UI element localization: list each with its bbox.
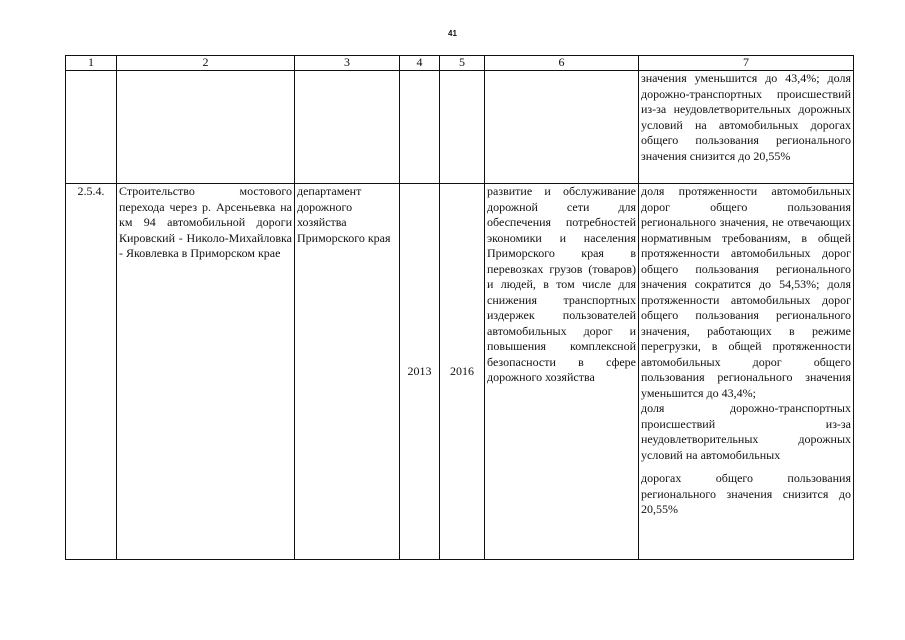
header-cell-5: 5 xyxy=(440,56,485,71)
continuation-cell-3 xyxy=(295,71,400,184)
header-cell-4: 4 xyxy=(400,56,440,71)
header-cell-1: 1 xyxy=(66,56,117,71)
indicator-cell xyxy=(639,184,854,560)
header-cell-6: 6 xyxy=(485,56,639,71)
program-table xyxy=(65,55,854,560)
start-year: 2013 xyxy=(400,184,440,560)
item-number: 2.5.4. xyxy=(66,184,117,560)
expected-result: развитие и обслуживание дорожной сети для обеспечения потребностей экономики и населения Приморского края в перевозках грузов (товаров) и людей, в том числе для снижения транспортных издержек пользователей автомобильных дорог и повышения комплексной безопасности в сфере дорожного хозяйства xyxy=(485,184,639,560)
table-row xyxy=(66,184,854,560)
measure-name: Строительство мостового перехода через р. Арсеньевка на км 94 автомобильной дороги Кировский - Николо-Михайловка - Яковлевка в Приморском крае xyxy=(117,184,295,560)
header-row xyxy=(66,56,854,71)
continuation-cell-6 xyxy=(485,71,639,184)
continuation-cell-4 xyxy=(400,71,440,184)
indicator-text-part-1: доля протяженности автомобильных дорог общего пользования регионального значения, не отвечающих нормативным требованиям, в общей протяженности автомобильных дорог общего пользования регионального значения сократится до 54,53%; доля протяженности автомобильных дорог общего пользования регионального значения, работающих в режиме перегрузки, в общей протяженности автомобильных дорог общего пользования регионального значения уменьшится до 43,4%; xyxy=(641,184,851,400)
continuation-indicator-text: значения уменьшится до 43,4%; доля дорожно-транспортных происшествий из-за неудовлетворительных дорожных условий на автомобильных дорогах общего пользования регионального значения снизится до 20,55% xyxy=(639,71,854,184)
continuation-cell-1 xyxy=(66,71,117,184)
header-cell-7: 7 xyxy=(639,56,854,71)
responsible-executor: департамент дорожного хозяйства Приморского края xyxy=(295,184,400,560)
indicator-text-part-3: дорогах общего пользования регионального значения снизится до 20,55% xyxy=(641,471,851,516)
page-number: 41 xyxy=(448,29,457,38)
continuation-row xyxy=(66,71,854,184)
continuation-cell-2 xyxy=(117,71,295,184)
indicator-text-part-2: доля дорожно-транспортных происшествий из-за неудовлетворительных дорожных условий на автомобильных xyxy=(641,401,851,462)
header-cell-3: 3 xyxy=(295,56,400,71)
header-cell-2: 2 xyxy=(117,56,295,71)
end-year: 2016 xyxy=(440,184,485,560)
continuation-cell-5 xyxy=(440,71,485,184)
